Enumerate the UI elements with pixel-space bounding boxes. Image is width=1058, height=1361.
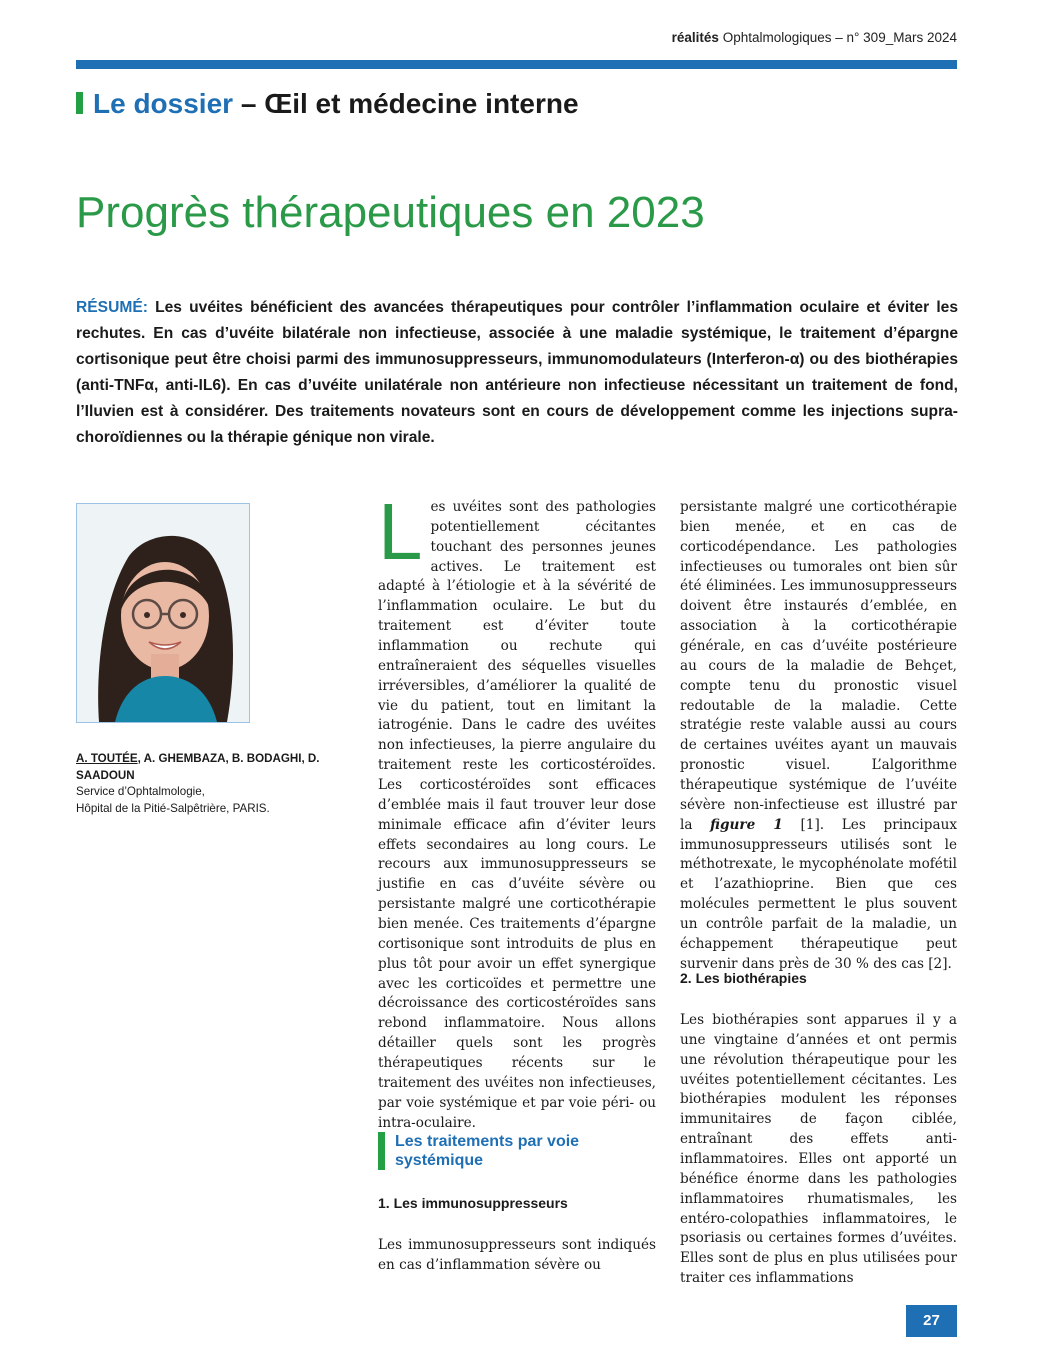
affiliation-hospital: Hôpital de la Pitié-Salpêtrière, PARIS. <box>76 801 270 815</box>
co-authors: , A. GHEMBAZA, B. BODAGHI, D. SAADOUN <box>76 752 320 782</box>
dossier-label: Le dossier <box>93 88 234 119</box>
section-heading <box>378 1132 625 1170</box>
intro-paragraph <box>378 487 656 1134</box>
page-number: 27 <box>906 1305 957 1337</box>
subheading-biotherapies: 2. Les biothérapies <box>680 970 807 986</box>
author-block <box>76 751 336 817</box>
author-names <box>76 751 336 784</box>
col3-text-b: [1]. Les principaux immunosuppresseurs utilisés sont le méthotrexate, le mycophénolate mofétil et l’azathioprine. Bien que ces molécules permettent le plus souvent un contrôle parfait de la maladie, un échappement thérapeutique peut survenir dans près de 30 % des cas [2]. <box>680 816 957 972</box>
section-banner <box>76 88 579 120</box>
abstract <box>76 295 958 451</box>
article-title: Progrès thérapeutiques en 2023 <box>76 188 705 237</box>
section-marker <box>378 1132 385 1170</box>
subheading-immunosuppresseurs: 1. Les immunosuppresseurs <box>378 1195 568 1211</box>
col3-paragraph-2: Les biothérapies sont apparues il y a une vingtaine d’années et ont permis une révolution thérapeutique pour les uvéites potentiellement cécitantes. Les biothérapies modulent les réponses immunitaires de façon ciblée, entraînant des effets anti-inflammatoires. Elles ont apporté un bénéfice énorme dans les pathologies inflammatoires rhumatismales, les entéro-colopathies inflammatoires, le psoriasis ou certaines formes d’uvéites. Elles sont de plus en plus utilisées pour traiter ces inflammations <box>680 1012 957 1287</box>
journal-name: réalités <box>671 30 719 45</box>
author-photo <box>76 503 250 723</box>
intro-text: es uvéites sont des pathologies potentiellement cécitantes touchant des personnes jeunes actives. Le traitement est adapté à l’étiologie et à la sévérité de l’inflammation oculaire. Le but du traitement est d’éviter toute inflammation ou rechute qui entraîneraient des séquelles visuelles irréversibles, d’améliorer la qualité de vie du patient, tout en limitant la iatrogénie. Dans le cadre des uvéites non infectieuses, la pierre angulaire du traitement reste les corticostéroïdes. Les corticostéroïdes sont efficaces d’emblée mais il faut trouver leur dose minimale efficace afin d’éviter leurs effets secondaires au long cours. Le recours aux immunosuppresseurs se justifie en cas d’uvéite sévère ou persistante malgré une corticothérapie bien menée. Ces traitements d’épargne cortisonique sont introduits de plus en plus tôt pour avoir un effet synergique avec les corticoïdes et permettre une décroissance des corticostéroïdes sans rebond inflammatoire. Nous allons détailler quels sont les progrès thérapeutiques récents sur le traitement des uvéites non infectieuses, par voie systémique et par voie péri- ou intra-oculaire. <box>378 499 656 1131</box>
immunosuppresseurs-paragraph: Les immunosuppresseurs sont indiqués en cas d’inflammation sévère ou <box>378 1237 656 1273</box>
affiliation-service: Service d’Ophtalmologie, <box>76 785 205 798</box>
abstract-text: Les uvéites bénéficient des avancées thérapeutiques pour contrôler l’inflammation oculaire et éviter les rechutes. En cas d’uvéite bilatérale non infectieuse, associée à une maladie systémique, le traitement d’épargne cortisonique peut être choisi parmi des immunosuppresseurs, immunomodulateurs (Interferon-α) ou des biothérapies (anti-TNFα, anti-IL6). En cas d’uvéite unilatérale non antérieure non infectieuse nécessitant un traitement de fond, l’Iluvien est à considérer. Des traitements novateurs sont en cours de développement comme les injections supra-choroïdiennes ou la thérapie génique non virale. <box>76 299 958 446</box>
first-author: A. TOUTÉE <box>76 752 138 765</box>
section-title: Les traitements par voie systémique <box>395 1133 580 1169</box>
figure-reference[interactable]: figure 1 <box>710 816 783 833</box>
header-rule <box>76 60 957 69</box>
dossier-theme: – Œil et médecine interne <box>233 88 579 119</box>
journal-header <box>672 30 957 45</box>
drop-cap: L <box>378 487 423 576</box>
abstract-label: RÉSUMÉ: <box>76 299 148 316</box>
journal-issue: Ophtalmologiques – n° 309_Mars 2024 <box>718 30 957 45</box>
banner-marker <box>76 92 83 114</box>
col3-text-a: persistante malgré une corticothérapie bien menée, et en cas de corticodépendance. Les pathologies infectieuses ou tumorales ont bien sûr été éliminées. Les immunosuppresseurs doivent être instaurés d’emblée, en association à la corticothérapie générale, en cas d’uvéite postérieure au cours de la maladie de Behçet, compte tenu du pronostic visuel redoutable de la maladie. Cette stratégie reste valable aussi au cours de certaines uvéites ayant un mauvais pronostic visuel. L’algorithme thérapeutique systémique de l’uvéite sévère non-infectieuse est illustré par la <box>680 499 957 833</box>
col3-paragraph-1 <box>680 498 957 975</box>
